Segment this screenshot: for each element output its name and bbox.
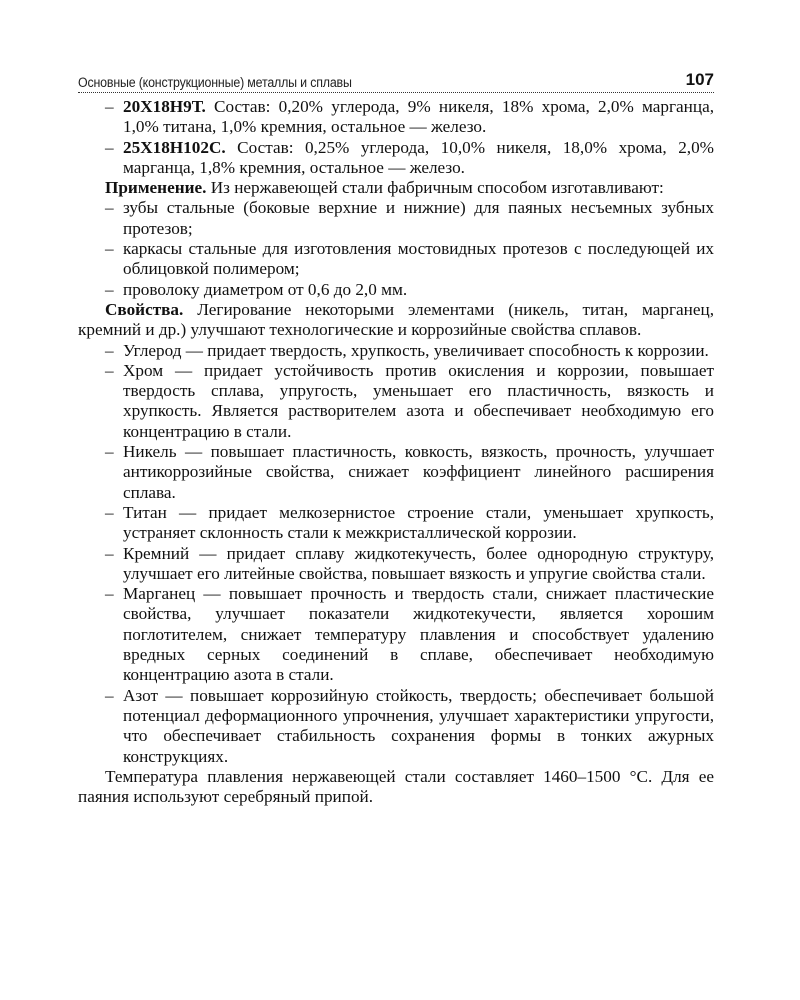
alloy-code: 20Х18Н9Т. <box>123 97 206 116</box>
dash-bullet <box>105 584 114 604</box>
properties-list <box>78 341 714 767</box>
alloy-code: 25Х18Н102С. <box>123 137 226 157</box>
dash-bullet <box>105 138 114 158</box>
application-paragraph <box>78 178 714 198</box>
alloy-item <box>78 138 714 179</box>
page-body <box>78 97 714 807</box>
dash-bullet <box>105 239 114 259</box>
property-item <box>78 442 714 503</box>
property-item <box>78 341 714 361</box>
application-text: Из нержавеющей стали фабричным способом изготавливают: <box>206 178 664 198</box>
alloy-composition: Состав: 0,20% углерода, 9% никеля, 18% хрома, 2,0% марганца, 1,0% титана, 1,0% кремния, остальное — железо. <box>123 97 714 137</box>
application-item-text: зубы стальные (боковые верхние и нижние) для паяных несъемных зубных протезов; <box>123 198 714 238</box>
application-item-text: проволоку диаметром от 0,6 до 2,0 мм. <box>123 279 408 299</box>
application-heading: Применение. <box>105 178 207 198</box>
properties-paragraph <box>78 300 714 341</box>
dash-bullet <box>105 280 114 300</box>
property-item <box>78 361 714 442</box>
property-item <box>78 686 714 767</box>
property-item-text: Титан — придает мелкозернистое строение стали, уменьшает хрупкость, устраняет склонность стали к межкристаллической коррозии. <box>123 502 714 543</box>
dash-bullet <box>105 198 114 218</box>
application-item <box>78 198 714 239</box>
alloy-item <box>78 97 714 138</box>
dash-bullet <box>105 341 114 361</box>
dash-bullet <box>105 686 114 706</box>
property-item <box>78 503 714 544</box>
application-item <box>78 239 714 280</box>
application-item-text: каркасы стальные для изготовления мостовидных протезов с последующей их облицовкой полимером; <box>123 239 714 279</box>
property-item-text: Хром — придает устойчивость против окисления и коррозии, повышает твердость сплава, упругость, уменьшает его пластичность, вязкость и хрупкость. Является растворителем азота и обеспечивает необходимую его концентрацию в стали. <box>123 360 714 441</box>
alloy-list <box>78 97 714 178</box>
chapter-title: Основные (конструкционные) металлы и сплавы <box>78 75 352 90</box>
property-item-text: Кремний — придает сплаву жидкотекучесть, более однородную структуру, улучшает его литейные свойства, повышает вязкость и упругие свойства стали. <box>123 543 714 583</box>
property-item-text: Марганец — повышает прочность и твердость стали, снижает пластические свойства, улучшает показатели жидкотекучести, является хорошим поглотителем, снижает температуру плавления и способствует удалению вредных серных соединений в сплаве, обеспечивает необходимую концентрацию азота в стали. <box>123 584 714 685</box>
property-item <box>78 584 714 685</box>
properties-heading: Свойства. <box>105 299 184 319</box>
property-item-text: Никель — повышает пластичность, ковкость, вязкость, прочность, улучшает антикоррозийные свойства, снижает коэффициент линейного расширения сплава. <box>123 442 714 502</box>
alloy-composition: Состав: 0,25% углерода, 10,0% никеля, 18,0% хрома, 2,0% марганца, 1,8% кремния, остальное — железо. <box>123 137 714 177</box>
running-header <box>78 64 714 93</box>
dash-bullet <box>105 97 114 117</box>
property-item-text: Азот — повышает коррозийную стойкость, твердость; обеспечивает большой потенциал деформационного упрочнения, улучшает характеристики упругости, что обеспечивает стабильность сохранения формы в тонких ажурных конструкциях. <box>123 685 714 766</box>
property-item-text: Углерод — придает твердость, хрупкость, увеличивает способность к коррозии. <box>123 340 709 360</box>
book-page <box>78 64 714 807</box>
application-list <box>78 198 714 299</box>
dash-bullet <box>105 442 114 462</box>
properties-text: Легирование некоторыми элементами (никель, титан, марганец, кремний и др.) улучшают технологические и коррозийные свойства сплавов. <box>78 299 714 340</box>
property-item <box>78 544 714 585</box>
dash-bullet <box>105 544 114 564</box>
dash-bullet <box>105 503 114 523</box>
page-number: 107 <box>685 70 714 89</box>
closing-paragraph: Температура плавления нержавеющей стали составляет 1460–1500 °С. Для ее паяния используют серебряный припой. <box>78 766 714 807</box>
application-item <box>78 280 714 300</box>
dash-bullet <box>105 361 114 381</box>
